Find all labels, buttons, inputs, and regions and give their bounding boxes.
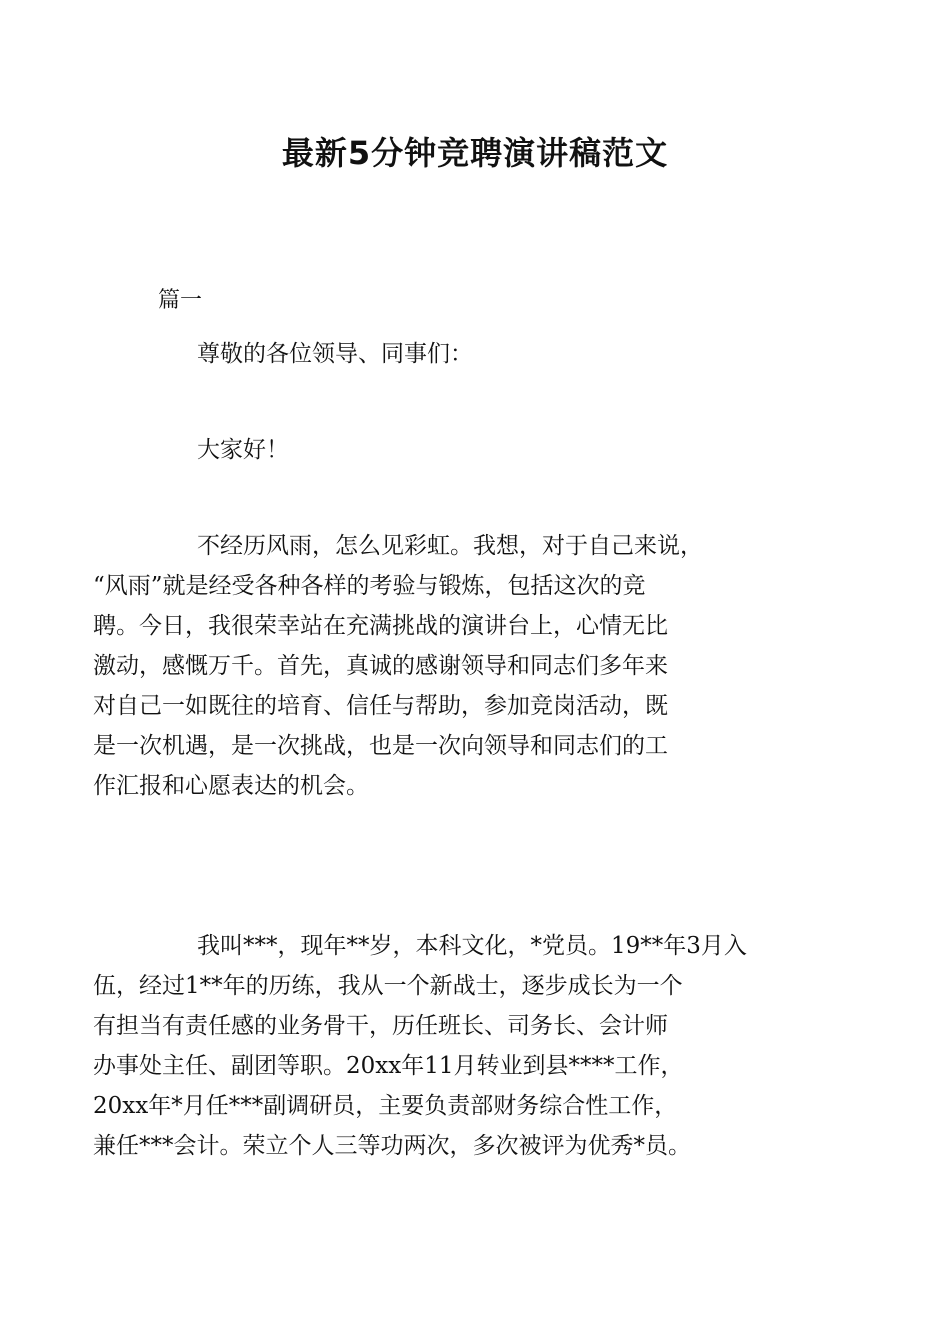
- paragraph-1-line: 激动，感慨万千。首先，真诚的感谢领导和同志们多年来: [93, 653, 668, 679]
- paragraph-2: [93, 926, 805, 1166]
- paragraph-1-line: “风雨”就是经受各种各样的考验与锻炼，包括这次的竞: [93, 573, 646, 599]
- paragraph-1-line: 作汇报和心愿表达的机会。: [93, 773, 369, 799]
- paragraph-2-line: 办事处主任、副团等职。20xx年11月转业到县****工作，: [93, 1053, 684, 1079]
- document-title: 最新5分钟竞聘演讲稿范文: [281, 134, 669, 172]
- paragraph-1-line: 对自己一如既往的培育、信任与帮助，参加竞岗活动，既: [93, 693, 668, 719]
- paragraph-1: [93, 526, 805, 806]
- paragraph-2-line: 兼任***会计。荣立个人三等功两次，多次被评为优秀*员。: [93, 1133, 691, 1159]
- hello-text: 大家好！: [197, 437, 289, 463]
- hello-line: [145, 430, 805, 470]
- paragraph-1-line: 是一次机遇，是一次挑战，也是一次向领导和同志们的工: [93, 733, 668, 759]
- paragraph-1-line: 不经历风雨，怎么见彩虹。我想，对于自己来说，: [197, 533, 703, 559]
- section-label: 篇一: [158, 288, 203, 313]
- greeting-line: [145, 334, 805, 374]
- paragraph-2-line: 20xx年*月任***副调研员，主要负责部财务综合性工作，: [93, 1093, 678, 1119]
- paragraph-1-line: 聘。今日，我很荣幸站在充满挑战的演讲台上，心情无比: [93, 613, 668, 639]
- paragraph-2-line: 伍，经过1**年的历练，我从一个新战士，逐步成长为一个: [93, 973, 683, 999]
- greeting-text: 尊敬的各位领导、同事们：: [197, 341, 473, 367]
- paragraph-2-line: 有担当有责任感的业务骨干，历任班长、司务长、会计师: [93, 1013, 668, 1039]
- paragraph-2-line: 我叫***，现年**岁，本科文化，*党员。19**年3月入: [197, 933, 747, 959]
